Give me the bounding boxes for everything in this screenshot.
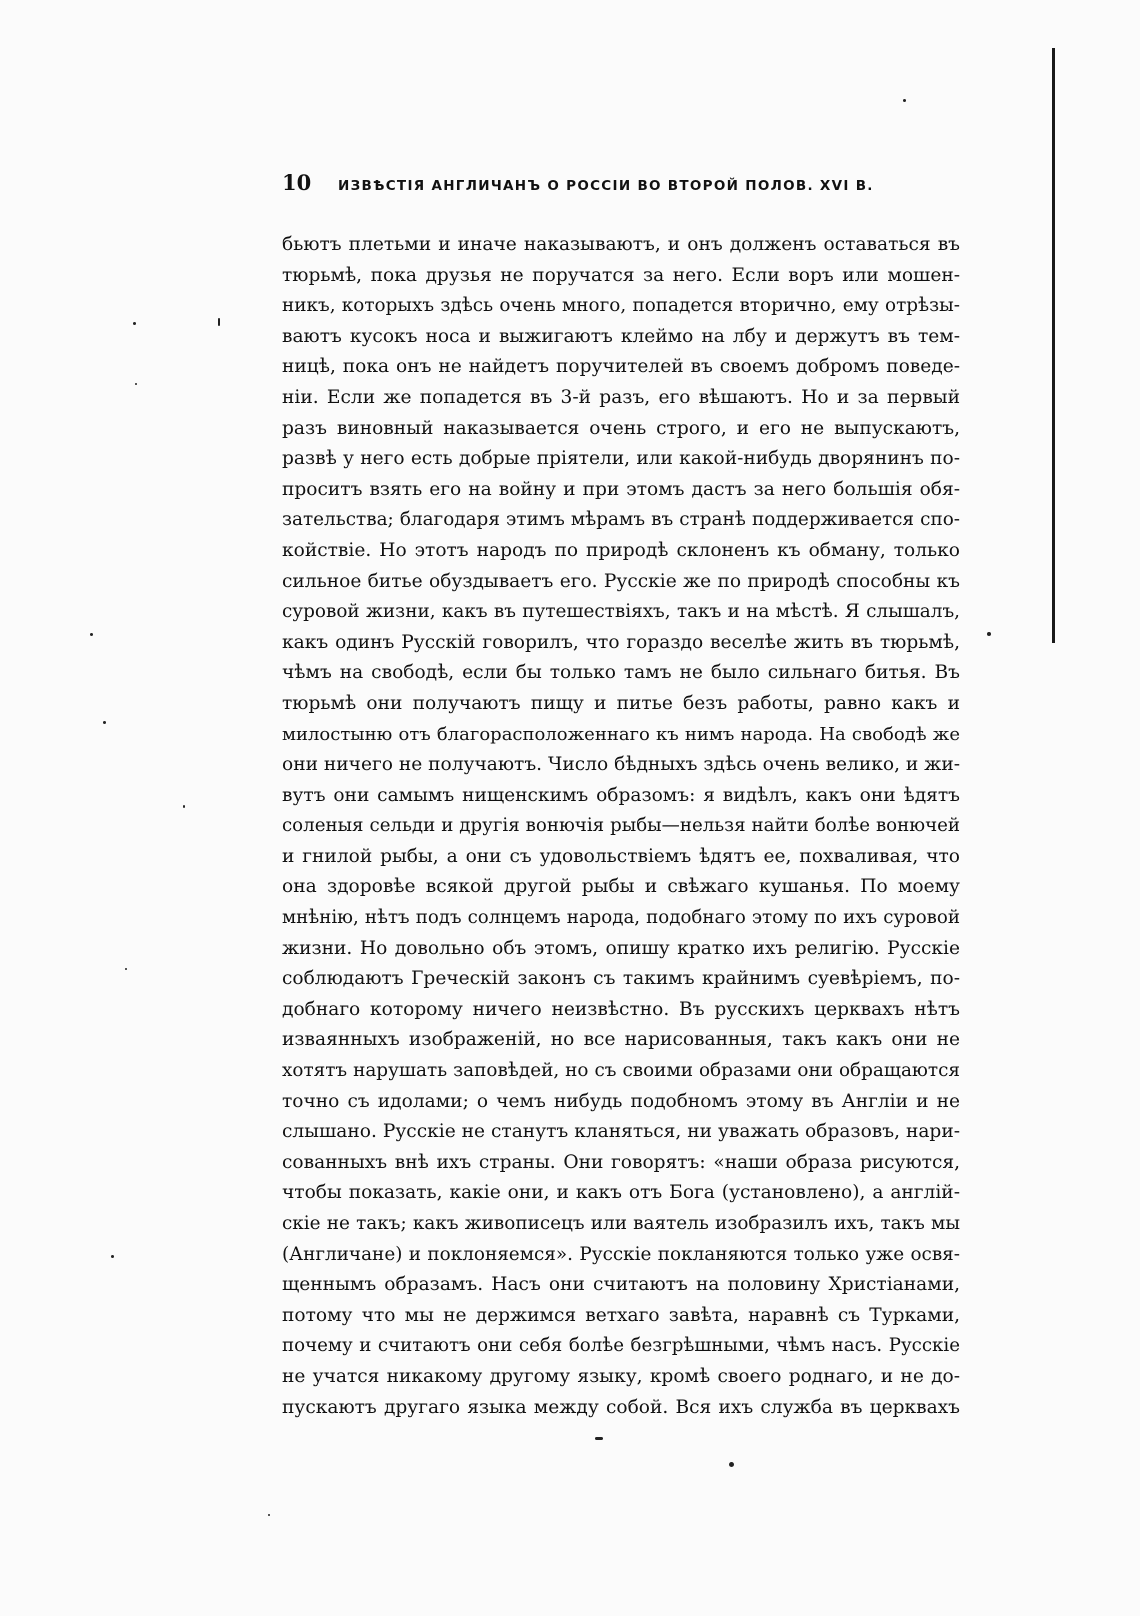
text-line: они ничего не получаютъ. Число бѣдныхъ здѣсь очень велико, и жи- [282,754,960,776]
text-line: добнаго которому ничего неизвѣстно. Въ русскихъ церквахъ нѣтъ [282,998,960,1020]
scan-speck [595,1437,603,1440]
text-line: какъ одинъ Русскій говорилъ, что гораздо веселѣе жить въ тюрьмѣ, [282,631,960,653]
text-line: пускаютъ другаго языка между собой. Вся ихъ служба въ церквахъ [282,1396,960,1418]
text-line: ніи. Если же попадется въ 3-й разъ, его вѣшаютъ. Но и за первый [282,386,960,408]
text-line: тюрьмѣ они получаютъ пищу и питье безъ работы, равно какъ и [282,692,960,714]
scan-speck [133,322,136,325]
text-line: она здоровѣе всякой другой рыбы и свѣжаго кушанья. По моему [282,876,960,898]
text-line: соленыя сельди и другія вонючія рыбы—нельзя найти болѣе вонючей [282,815,960,837]
body-text [282,230,960,1423]
text-line: слышано. Русскіе не станутъ кланяться, ни уважать образовъ, нари- [282,1121,960,1143]
scan-speck [103,721,106,724]
text-line: сильное битье обуздываетъ его. Русскіе же по природѣ способны къ [282,570,960,592]
running-title: ИЗВѢСТІЯ АНГЛИЧАНЪ О РОССІИ ВО ВТОРОЙ ПОЛОВ. XVI В. [338,178,874,194]
text-line: милостыню отъ благорасположеннаго къ нимъ народа. На свободѣ же [282,723,960,745]
text-line: скіе не такъ; какъ живописецъ или ваятель изобразилъ ихъ, такъ мы [282,1213,960,1234]
text-line: потому что мы не держимся ветхаго завѣта, наравнѣ съ Турками, [282,1304,960,1326]
scan-speck [903,99,906,102]
text-line: бьютъ плетьми и иначе наказываютъ, и онъ долженъ оставаться въ [282,234,960,255]
text-line: ницѣ, пока онъ не найдетъ поручителей въ своемъ добромъ поведе- [282,356,960,378]
text-line: сованныхъ внѣ ихъ страны. Они говорятъ: «наши образа рисуются, [282,1151,960,1173]
text-line: койствіе. Но этотъ народъ по природѣ склоненъ къ обману, только [282,539,960,561]
text-line: вутъ они самымъ нищенскимъ образомъ: я видѣлъ, какъ они ѣдятъ [282,784,960,806]
text-line: соблюдаютъ Греческій законъ съ такимъ крайнимъ суевѣріемъ, по- [282,968,960,990]
text-line: не учатся никакому другому языку, кромѣ своего роднаго, и не до- [282,1365,960,1387]
page-number: 10 [282,170,312,195]
text-line: чѣмъ на свободѣ, если бы только тамъ не было сильнаго битья. Въ [282,662,960,684]
text-line: (Англичане) и поклоняемся». Русскіе покланяются только уже освя- [282,1243,960,1265]
text-line: щеннымъ образамъ. Насъ они считаютъ на половину Христіанами, [282,1274,960,1296]
text-line: изваянныхъ изображеній, но все нарисованныя, такъ какъ они не [282,1029,960,1051]
scan-speck [125,968,127,970]
text-line: точно съ идолами; о чемъ нибудь подобномъ этому въ Англіи и не [282,1090,960,1112]
text-line: никъ, которыхъ здѣсь очень много, попадется вторично, ему отрѣзы- [282,295,960,317]
text-line: ваютъ кусокъ носа и выжигаютъ клеймо на лбу и держутъ въ тем- [282,325,960,347]
page-edge-line [1052,48,1055,643]
scan-speck [135,383,137,385]
text-line: хотятъ нарушать заповѣдей, но съ своими образами они обращаются [282,1060,960,1082]
scan-speck [90,633,93,636]
text-line: чтобы показать, какіе они, и какъ отъ Бога (установлено), а англій- [282,1182,960,1204]
scan-speck [729,1462,734,1467]
text-line: развѣ у него есть добрые пріятели, или какой-нибудь дворянинъ по- [282,448,960,470]
scan-speck [183,805,185,808]
text-line: разъ виновный наказывается очень строго, и его не выпускаютъ, [282,417,960,439]
scan-speck [111,1255,114,1258]
scan-speck [268,1514,270,1516]
text-line: почему и считаютъ они себя болѣе безгрѣшными, чѣмъ насъ. Русскіе [282,1335,960,1357]
scan-speck [218,318,220,326]
text-line: суровой жизни, какъ въ путешествіяхъ, такъ и на мѣстѣ. Я слышалъ, [282,601,960,623]
text-line: зательства; благодаря этимъ мѣрамъ въ странѣ поддерживается спо- [282,509,960,531]
text-line: проситъ взять его на войну и при этомъ дастъ за него большія обя- [282,478,960,500]
running-head [282,170,922,200]
text-line: жизни. Но довольно объ этомъ, опишу кратко ихъ религію. Русскіе [282,937,960,959]
text-line: тюрьмѣ, пока друзья не поручатся за него. Если воръ или мошен- [282,264,960,286]
text-line: мнѣнію, нѣтъ подъ солнцемъ народа, подобнаго этому по ихъ суровой [282,907,960,929]
text-line: и гнилой рыбы, а они съ удовольствіемъ ѣдятъ ее, похваливая, что [282,845,960,867]
scan-speck [987,632,991,636]
